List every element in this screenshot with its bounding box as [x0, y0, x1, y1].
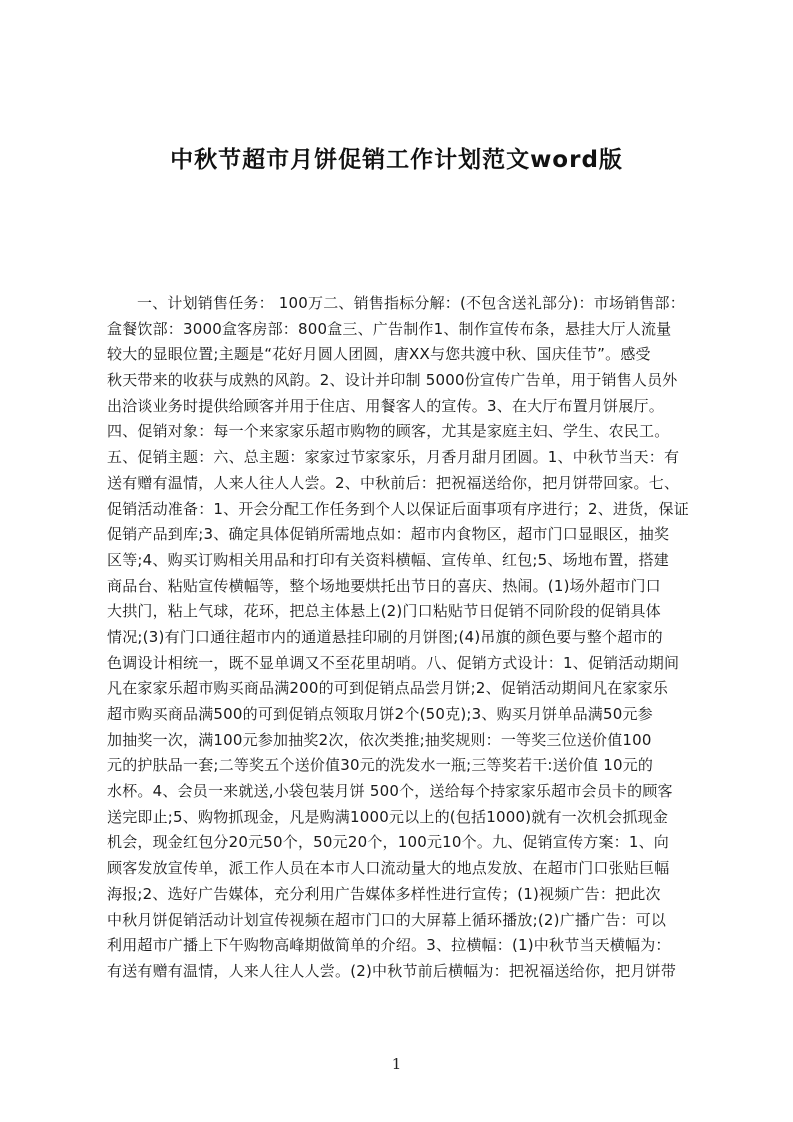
body-line: 海报;2、选好广告媒体，充分利用广告媒体多样性进行宣传；(1)视频广告：把此次	[107, 884, 661, 903]
body-line: 促销活动准备：1、开会分配工作任务到个人以保证后面事项有序进行；2、进货，保证	[107, 499, 689, 518]
body-line: 大拱门，粘上气球，花环，把总主体悬上(2)门口粘贴节日促销不同阶段的促销具体	[107, 602, 661, 621]
document-body	[107, 291, 696, 980]
body-line: 元的护肤品一套;二等奖五个送价值30元的洗发水一瓶;三等奖若干:送价值 10元的	[107, 756, 654, 775]
body-line: 盒餐饮部：3000盒客房部：800盒三、广告制作1、制作宣传布条，悬挂大厅人流量	[107, 319, 672, 338]
body-line: 凡在家家乐超市购买商品满200的可到促销点品尝月饼;2、促销活动期间凡在家家乐	[107, 679, 669, 698]
body-line: 促销产品到库;3、确定具体促销所需地点如：超市内食物区，超市门口显眼区，抽奖	[107, 525, 670, 544]
body-line: 机会，现金红包分20元50个，50元20个，100元10个。九、促销宣传方案：1、向	[107, 833, 670, 852]
body-line: 五、促销主题：六、总主题：家家过节家家乐，月香月甜月团圆。1、中秋节当天：有	[107, 448, 680, 467]
body-line: 区等;4、购买订购相关用品和打印有关资料横幅、宣传单、红包;5、场地布置，搭建	[107, 550, 669, 569]
body-line: 四、促销对象：每一个来家家乐超市购物的顾客，尤其是家庭主妇、学生、农民工。	[107, 422, 670, 441]
body-line: 送有赠有温情，人来人往人人尝。2、中秋前后：把祝福送给你，把月饼带回家。七、	[107, 473, 680, 492]
body-line: 送完即止;5、购物抓现金，凡是购满1000元以上的(包括1000)就有一次机会抓现金	[107, 807, 669, 826]
body-line: 出洽谈业务时提供给顾客并用于住店、用餐客人的宣传。3、在大厅布置月饼展厅。	[107, 396, 664, 415]
body-line: 利用超市广播上下午购物高峰期做简单的介绍。3、拉横幅：(1)中秋节当天横幅为：	[107, 936, 671, 955]
body-line: 一、计划销售任务： 100万二、销售指标分解：(不包含送礼部分)：市场销售部：	[137, 294, 685, 312]
body-line: 顾客发放宣传单，派工作人员在本市人口流动量大的地点发放、在超市门口张贴巨幅	[107, 859, 670, 878]
body-line: 水杯。4、会员一来就送,小袋包装月饼 500个，送给每个持家家乐超市会员卡的顾客	[107, 782, 673, 801]
body-line: 色调设计相统一，既不显单调又不至花里胡哨。八、促销方式设计：1、促销活动期间	[107, 653, 680, 672]
body-line: 加抽奖一次，满100元参加抽奖2次，依次类推;抽奖规则：一等奖三位送价值100	[107, 730, 652, 749]
body-line: 中秋月饼促销活动计划宣传视频在超市门口的大屏幕上循环播放;(2)广播广告：可以	[107, 910, 667, 929]
body-line: 情况;(3)有门口通往超市内的通道悬挂印刷的月饼图;(4)吊旗的颜色要与整个超市的	[107, 627, 663, 646]
body-line: 商品台、粘贴宣传横幅等，整个场地要烘托出节日的喜庆、热闹。(1)场外超市门口	[107, 576, 661, 595]
body-line: 秋天带来的收获与成熟的风韵。2、设计并印制 5000份宣传广告单，用于销售人员外	[107, 371, 678, 390]
body-line: 较大的显眼位置;主题是“花好月圆人团圆，唐XX与您共渡中秋、国庆佳节”。感受	[107, 345, 651, 364]
body-line: 有送有赠有温情，人来人往人人尝。(2)中秋节前后横幅为：把祝福送给你，把月饼带	[107, 961, 677, 980]
body-line: 超市购买商品满500的可到促销点领取月饼2个(50克);3、购买月饼单品满50元参	[107, 705, 653, 723]
document-title: 中秋节超市月饼促销工作计划范文word版	[170, 147, 623, 173]
page-number: 1	[391, 1055, 402, 1073]
